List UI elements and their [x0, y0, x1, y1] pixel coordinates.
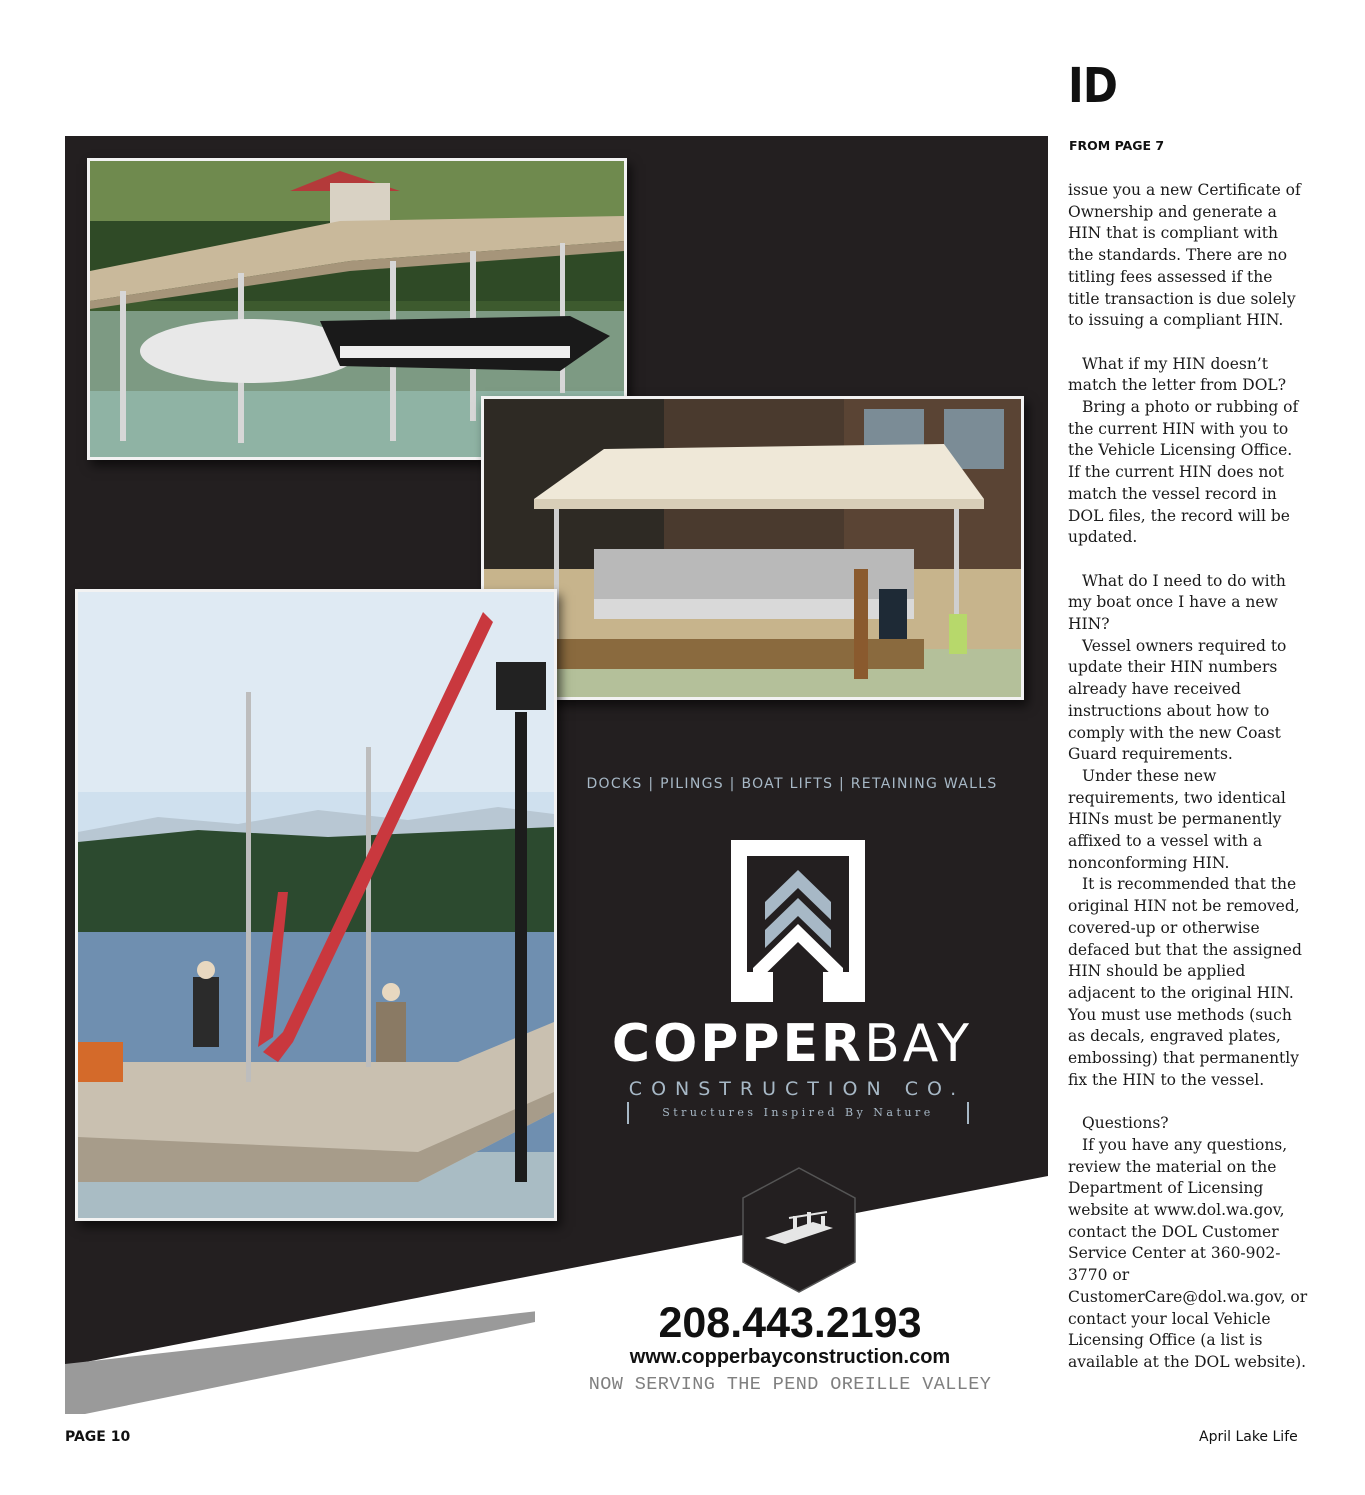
article-paragraph: Bring a photo or rubbing of the current HIN with you to the Vehicle Licensing Office. If the current HIN does not match the vessel record in DOL files, the record will be updated.: [1068, 398, 1299, 547]
copperbay-logo-icon: [731, 840, 865, 1002]
services-list: DOCKS | PILINGS | BOAT LIFTS | RETAINING WALLS: [586, 776, 998, 792]
article-paragraph: It is recommended that the original HIN not be removed, covered-up or otherwise defaced but that the assigned HIN should be applied adjacent to the original HIN. You must use methods (such as decals, engraved plates, embossing) that permanently fix the HIN to the vessel.: [1068, 875, 1302, 1089]
article-question: Questions?: [1082, 1114, 1169, 1133]
article-question: What do I need to do with my boat once I have a new HIN?: [1068, 571, 1286, 634]
website-link[interactable]: www.copperbayconstruction.com: [629, 1346, 951, 1368]
brand-name-bold: COPPER: [611, 1014, 865, 1074]
page-number: PAGE 10: [65, 1429, 131, 1445]
article-paragraph: If you have any questions, review the material on the Department of Licensing website at www.dol.wa.gov, contact the DOL Customer Service Center at 360-902-3770 or CustomerCare@dol.wa.gov, or contact your local Vehicle Licensing Office (a list is available at the DOL website).: [1068, 1135, 1308, 1371]
piling-barge-crane-photo: [75, 589, 557, 1221]
article-headline: ID: [1068, 58, 1118, 114]
paragraph-gap: [1068, 1092, 1308, 1114]
publication-name: April Lake Life: [1199, 1429, 1298, 1445]
brand-name: [561, 1014, 1023, 1074]
article-paragraph: issue you a new Certificate of Ownership and generate a HIN that is compliant with the standards. There are no titling fees assessed if the title transaction is due solely to issuing a compliant HIN.: [1068, 181, 1301, 330]
brand-subtitle: CONSTRUCTION CO.: [628, 1078, 966, 1100]
copperbay-advertisement: [65, 136, 1048, 1414]
service-area: NOW SERVING THE PEND OREILLE VALLEY: [588, 1374, 992, 1395]
paragraph-gap: [1068, 549, 1308, 571]
phone-number: 208.443.2193: [658, 1299, 922, 1347]
pontoon-boat-lift-photo: [481, 396, 1024, 700]
jump-line: FROM PAGE 7: [1069, 138, 1165, 153]
brand-tagline: Structures Inspired By Nature: [627, 1102, 969, 1124]
article-question: What if my HIN doesn’t match the letter from DOL?: [1068, 354, 1287, 395]
article-paragraph: Under these new requirements, two identical HINs must be permanently affixed to a vessel with a nonconforming HIN.: [1068, 766, 1286, 872]
dock-hexagon-icon: [741, 1166, 857, 1294]
article-paragraph: Vessel owners required to update their HIN numbers already have received instructions about how to comply with the new Coast Guard requirements.: [1068, 636, 1287, 764]
brand-name-light: BAY: [864, 1014, 973, 1074]
paragraph-gap: [1068, 332, 1308, 354]
article-body: [1068, 180, 1308, 1374]
